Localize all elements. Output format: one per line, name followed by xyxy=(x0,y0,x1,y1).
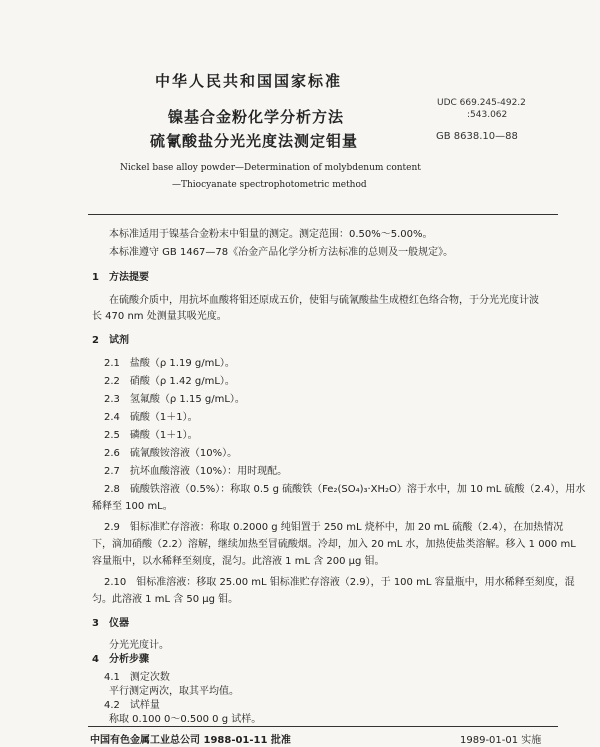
item-2-8-line-1: 2.8 硫酸铁溶液（0.5%）：称取 0.5 g 硫酸铁（Fe₂(SO₄)₃·XH₂O）溶于水中，加 10 mL 硫酸（2.4），用水 xyxy=(104,484,586,495)
list-item: 2.2 硝酸（ρ 1.42 g/mL）。 xyxy=(104,376,235,387)
list-item: 2.7 抗坏血酸溶液（10%）：用时现配。 xyxy=(104,466,288,477)
list-item: 2.3 氢氟酸（ρ 1.15 g/mL）。 xyxy=(104,394,245,405)
section-1-heading: 1 方法提要 xyxy=(92,272,149,283)
intro-line-1: 本标准适用于镍基合金粉末中钼量的测定。测定范围：0.50%～5.00%。 xyxy=(109,229,433,240)
udc-code: UDC 669.245-492.2 xyxy=(437,98,526,108)
section-1-para-line-2: 长 470 nm 处测量其吸光度。 xyxy=(92,311,227,322)
section-4-2-text: 称取 0.100 0～0.500 0 g 试样。 xyxy=(109,714,262,725)
section-4-2-heading: 4.2 试样量 xyxy=(104,700,160,711)
section-4-heading: 4 分析步骤 xyxy=(92,654,149,665)
footer-approval: 中国有色金属工业总公司 1988-01-11 批准 xyxy=(90,735,291,746)
item-2-9-line-3: 容量瓶中，以水稀释至刻度，混匀。此溶液 1 mL 含 200 μg 钼。 xyxy=(92,556,385,567)
item-2-8-line-2: 稀释至 100 mL。 xyxy=(92,501,173,512)
list-item: 2.1 盐酸（ρ 1.19 g/mL）。 xyxy=(104,358,235,369)
section-4-1-text: 平行测定两次，取其平均值。 xyxy=(109,686,239,697)
english-title-line-1: Nickel base alloy powder—Determination of molybdenum content xyxy=(120,163,421,173)
section-3-heading: 3 仪器 xyxy=(92,618,129,629)
list-item: 2.5 磷酸（1＋1）。 xyxy=(104,430,198,441)
standard-title: 中华人民共和国国家标准 xyxy=(155,72,343,90)
item-2-9-line-2: 下，滴加硝酸（2.2）溶解，继续加热至冒硫酸烟。冷却，加入 20 mL 水，加热使盐类溶解。移入 1 000 mL xyxy=(92,539,576,550)
item-2-9-line-1: 2.9 钼标准贮存溶液：称取 0.2000 g 纯钼置于 250 mL 烧杯中，加 20 mL 硫酸（2.4），在加热情况 xyxy=(104,522,564,533)
header-divider xyxy=(88,214,558,215)
list-item: 2.6 硫氰酸铵溶液（10%）。 xyxy=(104,448,238,459)
title-line-2: 硫氰酸盐分光光度法测定钼量 xyxy=(150,132,359,150)
intro-line-2: 本标准遵守 GB 1467—78《冶金产品化学分析方法标准的总则及一般规定》。 xyxy=(109,247,454,258)
english-title-line-2: —Thiocyanate spectrophotometric method xyxy=(172,180,367,190)
footer-implementation: 1989-01-01 实施 xyxy=(460,735,542,746)
footer-divider-hidden xyxy=(88,726,558,727)
section-3-text: 分光光度计。 xyxy=(109,640,169,651)
section-4-1-heading: 4.1 测定次数 xyxy=(104,672,170,683)
list-item: 2.4 硫酸（1＋1）。 xyxy=(104,412,198,423)
udc-code-sub: :543.062 xyxy=(467,110,508,120)
title-line-1: 镍基合金粉化学分析方法 xyxy=(168,108,345,126)
item-2-10-line-1: 2.10 钼标准溶液：移取 25.00 mL 钼标准贮存溶液（2.9），于 100 mL 容量瓶中，用水稀释至刻度，混 xyxy=(104,577,575,588)
section-2-heading: 2 试剂 xyxy=(92,335,129,346)
gb-code: GB 8638.10—88 xyxy=(436,131,518,142)
item-2-10-line-2: 匀。此溶液 1 mL 含 50 μg 钼。 xyxy=(92,594,239,605)
section-1-para-line-1: 在硫酸介质中，用抗坏血酸将钼还原成五价，使钼与硫氰酸盐生成橙红色络合物，于分光光度计波 xyxy=(109,295,539,306)
